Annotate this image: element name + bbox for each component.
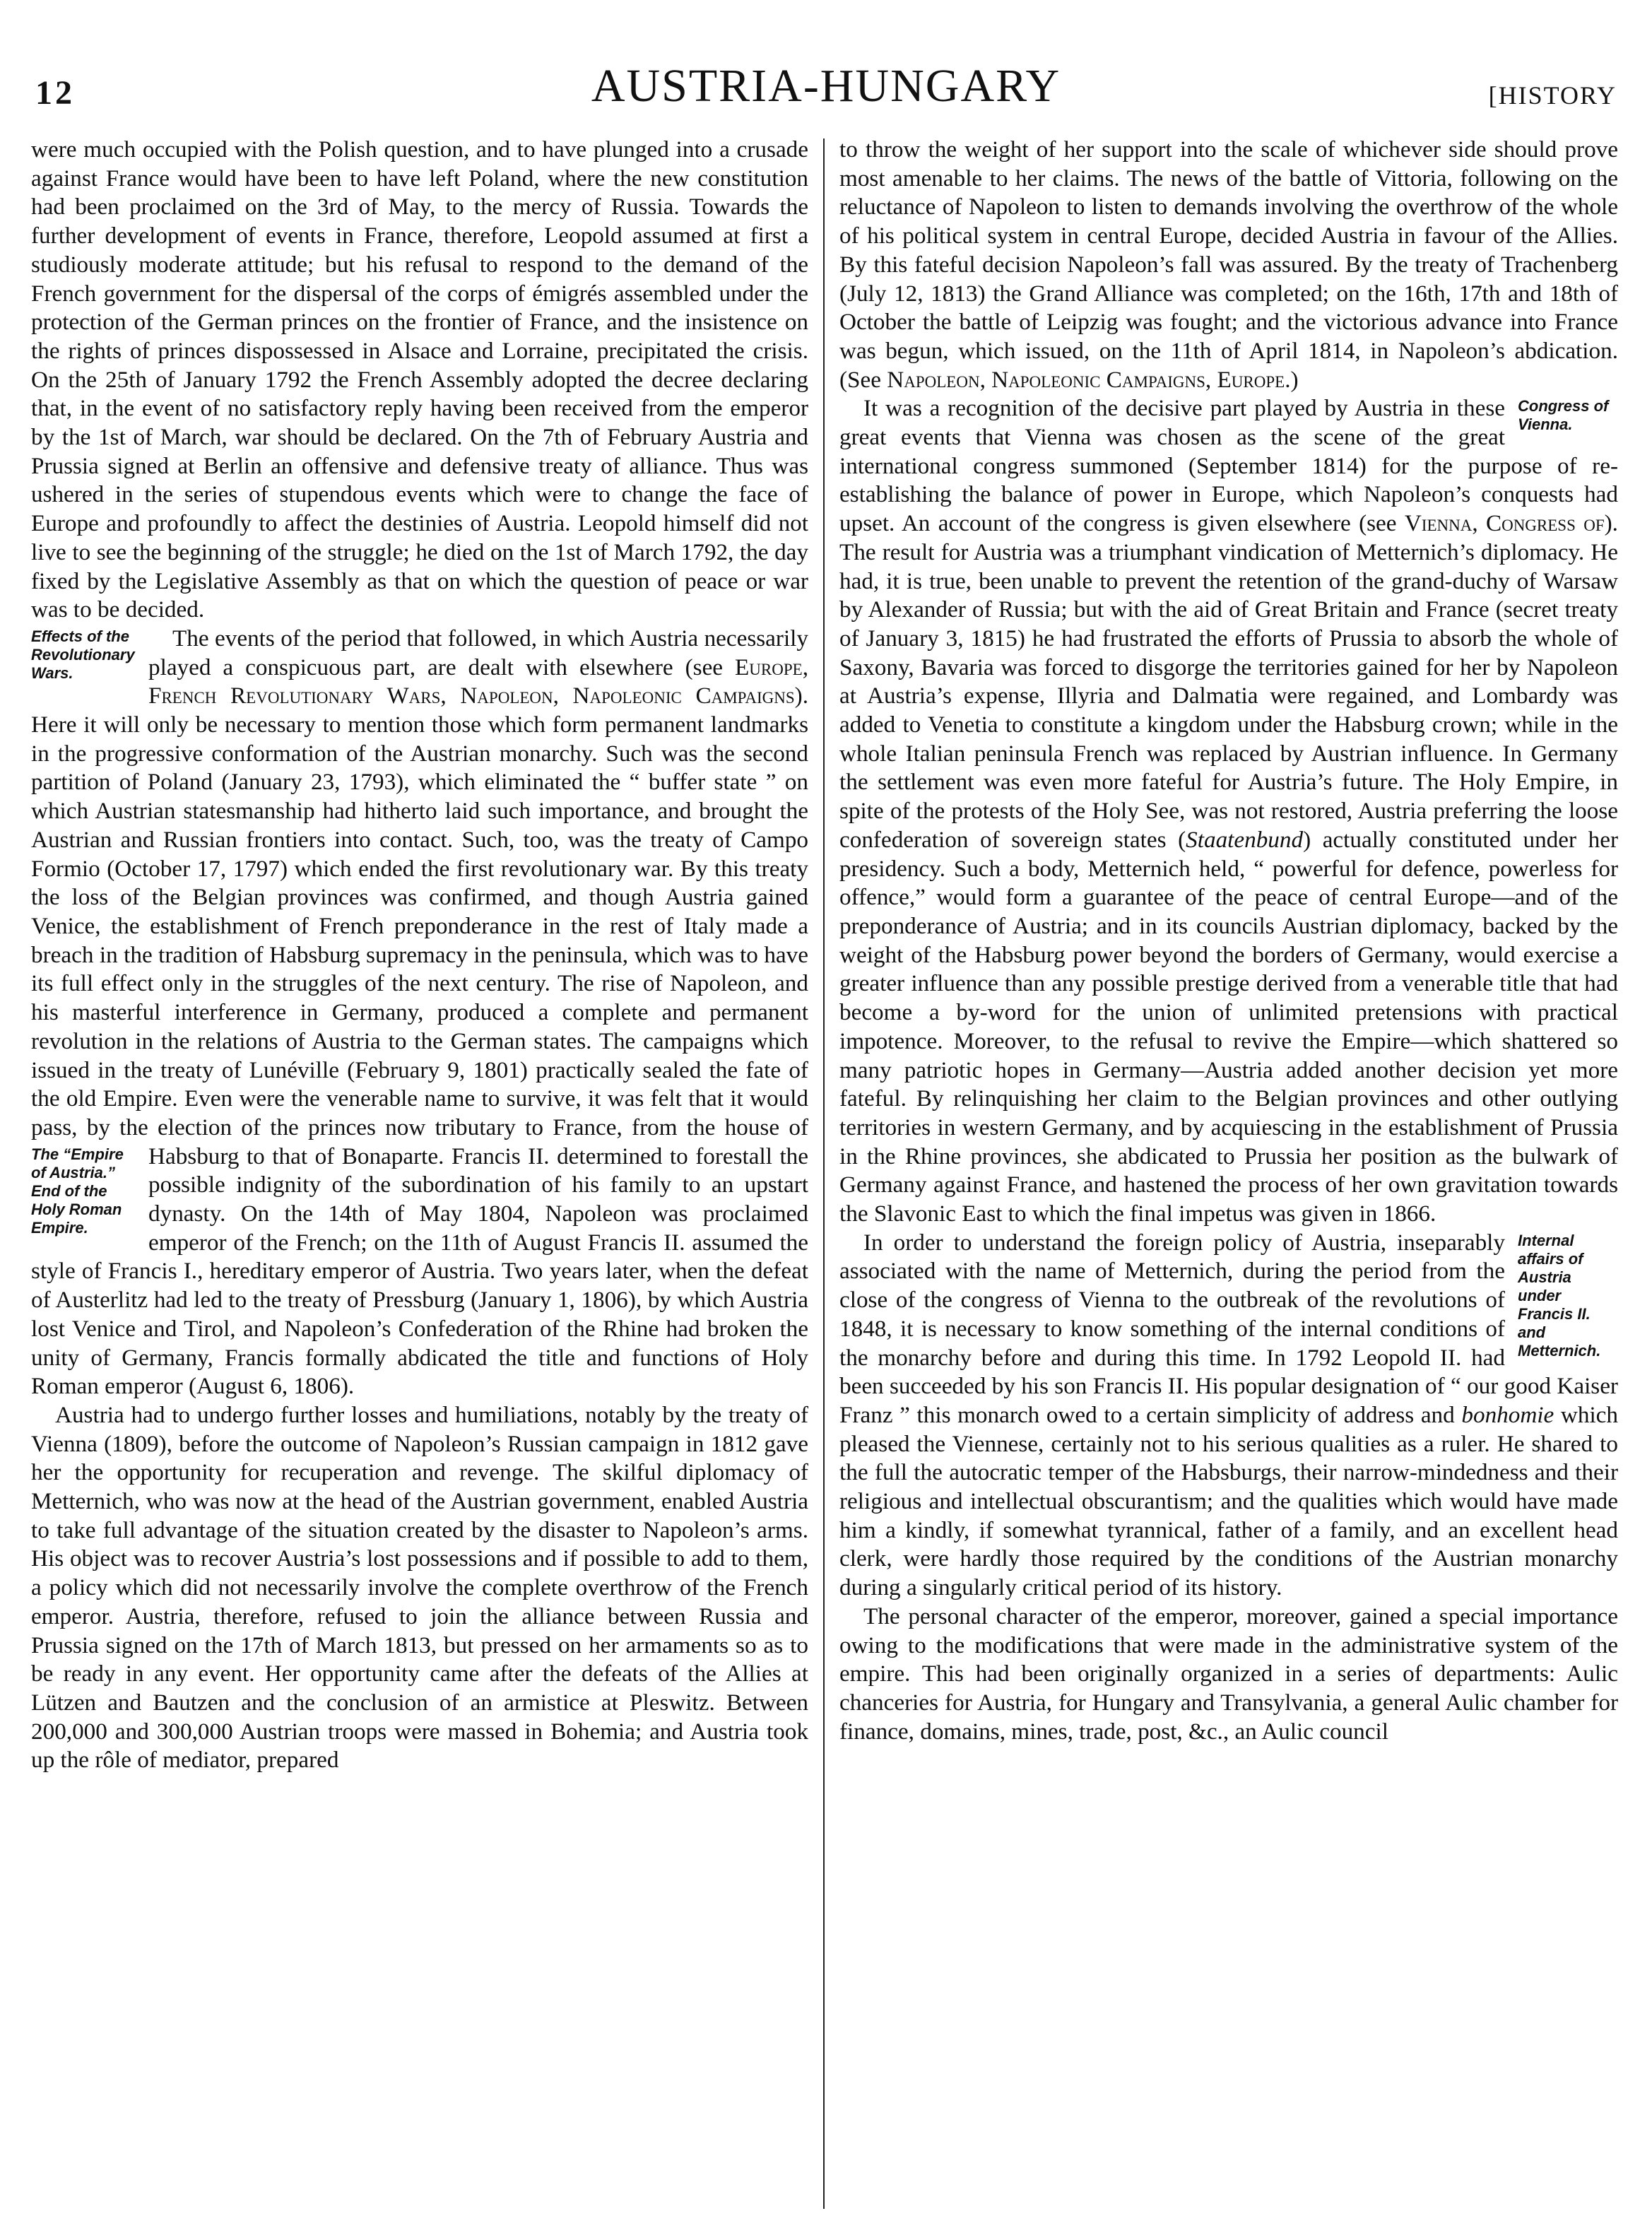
- running-title: AUSTRIA-HUNGARY: [591, 60, 1061, 112]
- paragraph: The personal character of the emperor, moreover, gained a special importance owing to the modifications that were made in the administrative system of the empire. This had been originally organized in a series of departments: Aulic chanceries for Austria, for Hungary and Transylvania, a general Aulic chamber for finance, domains, mines, trade, post, &c., an Aulic council: [839, 1603, 1618, 1745]
- paragraph: Internal affairs of Austria under Francis II. and Metternich. In order to understand the foreign policy of Austria, inseparably associated with the name of Metternich, during the period from the close of the congress of Vienna to the outbreak of the revolutions of 1848, it is necessary to know something of the internal conditions of the monarchy before and during this time. In 1792 Leopold II. had been succeeded by his son Francis II. His popular designation of “ our good Kaiser Franz ” this monarch owed to a certain simplicity of address and bonhomie which pleased the Viennese, certainly not to his serious qualities as a ruler. He shared to the full the autocratic temper of the Habsburgs, their narrow-mindedness and their religious and intellectual obscurantism; and the qualities which would have made him a kindly, if somewhat tyrannical, father of a family, and an excellent head clerk, were hardly those required by the conditions of the Austrian monarchy during a singularly critical period of its history.: [839, 1229, 1618, 1601]
- sidenote-internal-affairs: Internal affairs of Austria under Francis II. and Metternich.: [1518, 1231, 1601, 1360]
- left-column: [31, 136, 808, 2213]
- paragraph: Congress of Vienna. It was a recognition of the decisive part played by Austria in these great events that Vienna was chosen as the scene of the great international congress summoned (September 1814) for the purpose of re-establishing the balance of power in Europe, which Napoleon’s conquests had upset. An account of the congress is given elsewhere (see Vienna, Congress of). The result for Austria was a triumphant vindication of Metternich’s diplomacy. He had, it is true, been unable to prevent the retention of the grand-duchy of Warsaw by Alexander of Russia; but with the aid of Great Britain and France (secret treaty of January 3, 1815) he had frustrated the efforts of Prussia to absorb the whole of Saxony, Bavaria was forced to disgorge the territories gained for her by Napoleon at Austria’s expense, Illyria and Dalmatia were regained, and Lombardy was added to Venetia to constitute a kingdom under the Habsburg crown; while in the whole Italian peninsula French was replaced by Austrian influence. In Germany the settlement was even more fateful for Austria’s future. The Holy Empire, in spite of the protests of the Holy See, was not restored, Austria preferring the loose confederation of sovereign states (Staatenbund) actually constituted under her presidency. Such a body, Metternich held, “ powerful for defence, powerless for offence,” would form a guarantee of the peace of central Europe—and of the preponderance of Austria; and in its councils Austrian diplomacy, backed by the weight of the Habsburg power beyond the borders of Germany, would exercise a greater influence than any possible prestige derived from a venerable title that had become a by-word for the union of unlimited pretensions with practical impotence. Moreover, to the refusal to revive the Empire—which shattered so many patriotic hopes in Germany—Austria added another decision yet more fateful. By relinquishing her claim to the Belgian provinces and other outlying territories in western Germany, and by acquiescing in the establishment of Prussia in the Rhine provinces, she abdicated to Prussia her position as the bulwark of Germany against France, and hastened the process of her own gravitation towards the Slavonic East to which the final impetus was given in 1866.: [839, 395, 1618, 1227]
- column-divider: [823, 138, 825, 2209]
- page-number: 12: [35, 74, 75, 112]
- page-header: [35, 55, 1617, 119]
- section-label: [HISTORY: [1488, 81, 1617, 110]
- paragraph: Austria had to undergo further losses and humiliations, notably by the treaty of Vienna (1809), before the outcome of Napoleon’s Russian campaign in 1812 gave her the opportunity for recuperation and revenge. The skilful diplomacy of Metternich, who was now at the head of the Austrian government, enabled Austria to take full advantage of the situation created by the disaster to Napoleon’s arms. His object was to recover Austria’s lost possessions and if possible to add to them, a policy which did not necessarily involve the complete overthrow of the French emperor. Austria, therefore, refused to join the alliance between Russia and Prussia signed on the 17th of March 1813, but pressed on her armaments so as to be ready in any event. Her opportunity came after the defeats of the Allies at Lützen and Bautzen and the conclusion of an armistice at Pleswitz. Between 200,000 and 300,000 Austrian troops were massed in Bohemia; and Austria took up the rôle of mediator, prepared: [31, 1401, 808, 1774]
- paragraph: Effects of the Revolutionary Wars. The events of the period that followed, in which Austria necessarily played a conspicuous part, are dealt with elsewhere (see Europe, French Revolutionary Wars, Napoleon, Napoleonic Campaigns). Here it will only be necessary to mention those which form permanent landmarks in the progressive conformation of the Austrian monarchy. Such was the second partition of Poland (January 23, 1793), which eliminated the “ buffer state ” on which Austrian statesmanship had hitherto laid such importance, and brought the Austrian and Russian frontiers into contact. Such, too, was the treaty of Campo Formio (October 17, 1797) which ended the first revolutionary war. By this treaty the loss of the Belgian provinces was confirmed, and though Austria gained Venice, the establishment of French preponderance in the rest of Italy made a breach in the tradition of Habsburg supremacy in the peninsula, which was to have its full effect only in the struggles of the next century. The rise of Napoleon, and his masterful interference in Germany, produced a complete and permanent revolution in the relations of Austria to the German states. The campaigns which issued in the treaty of Lunéville (February 9, 1801) practically sealed the fate of the old Empire. Even were the venerable name to survive, it was felt that it would pass, by the election of the princes now tributary to France, from the house of Habsburg to that of Bonaparte. The “Empire of Austria.” End of the Holy Roman Empire. Francis II. determined to forestall the possible indignity of the subordination of his family to an upstart dynasty. On the 14th of May 1804, Napoleon was proclaimed emperor of the French; on the 11th of August Francis II. assumed the style of Francis I., hereditary emperor of Austria. Two years later, when the defeat of Austerlitz had led to the treaty of Pressburg (January 1, 1806), by which Austria lost Venice and Tirol, and Napoleon’s Confederation of the Rhine had broken the unity of Germany, Francis formally abdicated the title and functions of Holy Roman emperor (August 6, 1806).: [31, 625, 808, 1400]
- right-column: [839, 136, 1618, 2213]
- cross-reference: Vienna, Congress of: [1404, 510, 1605, 537]
- sidenote-empire-of-austria: The “Empire of Austria.” End of the Holy Roman Empire.: [31, 1145, 124, 1237]
- cross-reference: Napoleon, Napoleonic Campaigns, Europe.: [887, 366, 1291, 393]
- cross-reference: Europe, French Revolutionary Wars, Napoleon, Napoleonic Campaigns: [148, 654, 808, 709]
- italic-term: Staatenbund: [1186, 826, 1304, 853]
- sidenote-revolutionary-wars: Effects of the Revolutionary Wars.: [31, 627, 135, 682]
- paragraph: were much occupied with the Polish question, and to have plunged into a crusade against France would have been to have left Poland, where the new constitution had been proclaimed on the 3rd of May, to the mercy of Russia. Towards the further development of events in France, therefore, Leopold assumed at first a studiously moderate attitude; but his refusal to respond to the demand of the French government for the dispersal of the corps of émigrés assembled under the protection of the German princes on the frontier of France, and the insistence on the rights of princes dispossessed in Alsace and Lorraine, precipitated the crisis. On the 25th of January 1792 the French Assembly adopted the decree declaring that, in the event of no satisfactory reply having been received from the emperor by the 1st of March, war should be declared. On the 7th of February Austria and Prussia signed at Berlin an offensive and defensive treaty of alliance. Thus was ushered in the series of stupendous events which were to change the face of Europe and profoundly to affect the destinies of Austria. Leopold himself did not live to see the beginning of the struggle; he died on the 1st of March 1792, the day fixed by the Legislative Assembly as that on which the question of peace or war was to be decided.: [31, 136, 808, 623]
- paragraph: to throw the weight of her support into the scale of whichever side should prove most amenable to her claims. The news of the battle of Vittoria, following on the reluctance of Napoleon to listen to demands involving the overthrow of the whole of his political system in central Europe, decided Austria in favour of the Allies. By this fateful decision Napoleon’s fall was assured. By the treaty of Trachenberg (July 12, 1813) the Grand Alliance was completed; on the 16th, 17th and 18th of October the battle of Leipzig was fought; and the victorious advance into France was begun, which issued, on the 11th of April 1814, in Napoleon’s abdication. (See Napoleon, Napoleonic Campaigns, Europe.): [839, 136, 1618, 393]
- italic-term: bonhomie: [1461, 1401, 1554, 1428]
- sidenote-congress-of-vienna: Congress of Vienna.: [1518, 397, 1609, 434]
